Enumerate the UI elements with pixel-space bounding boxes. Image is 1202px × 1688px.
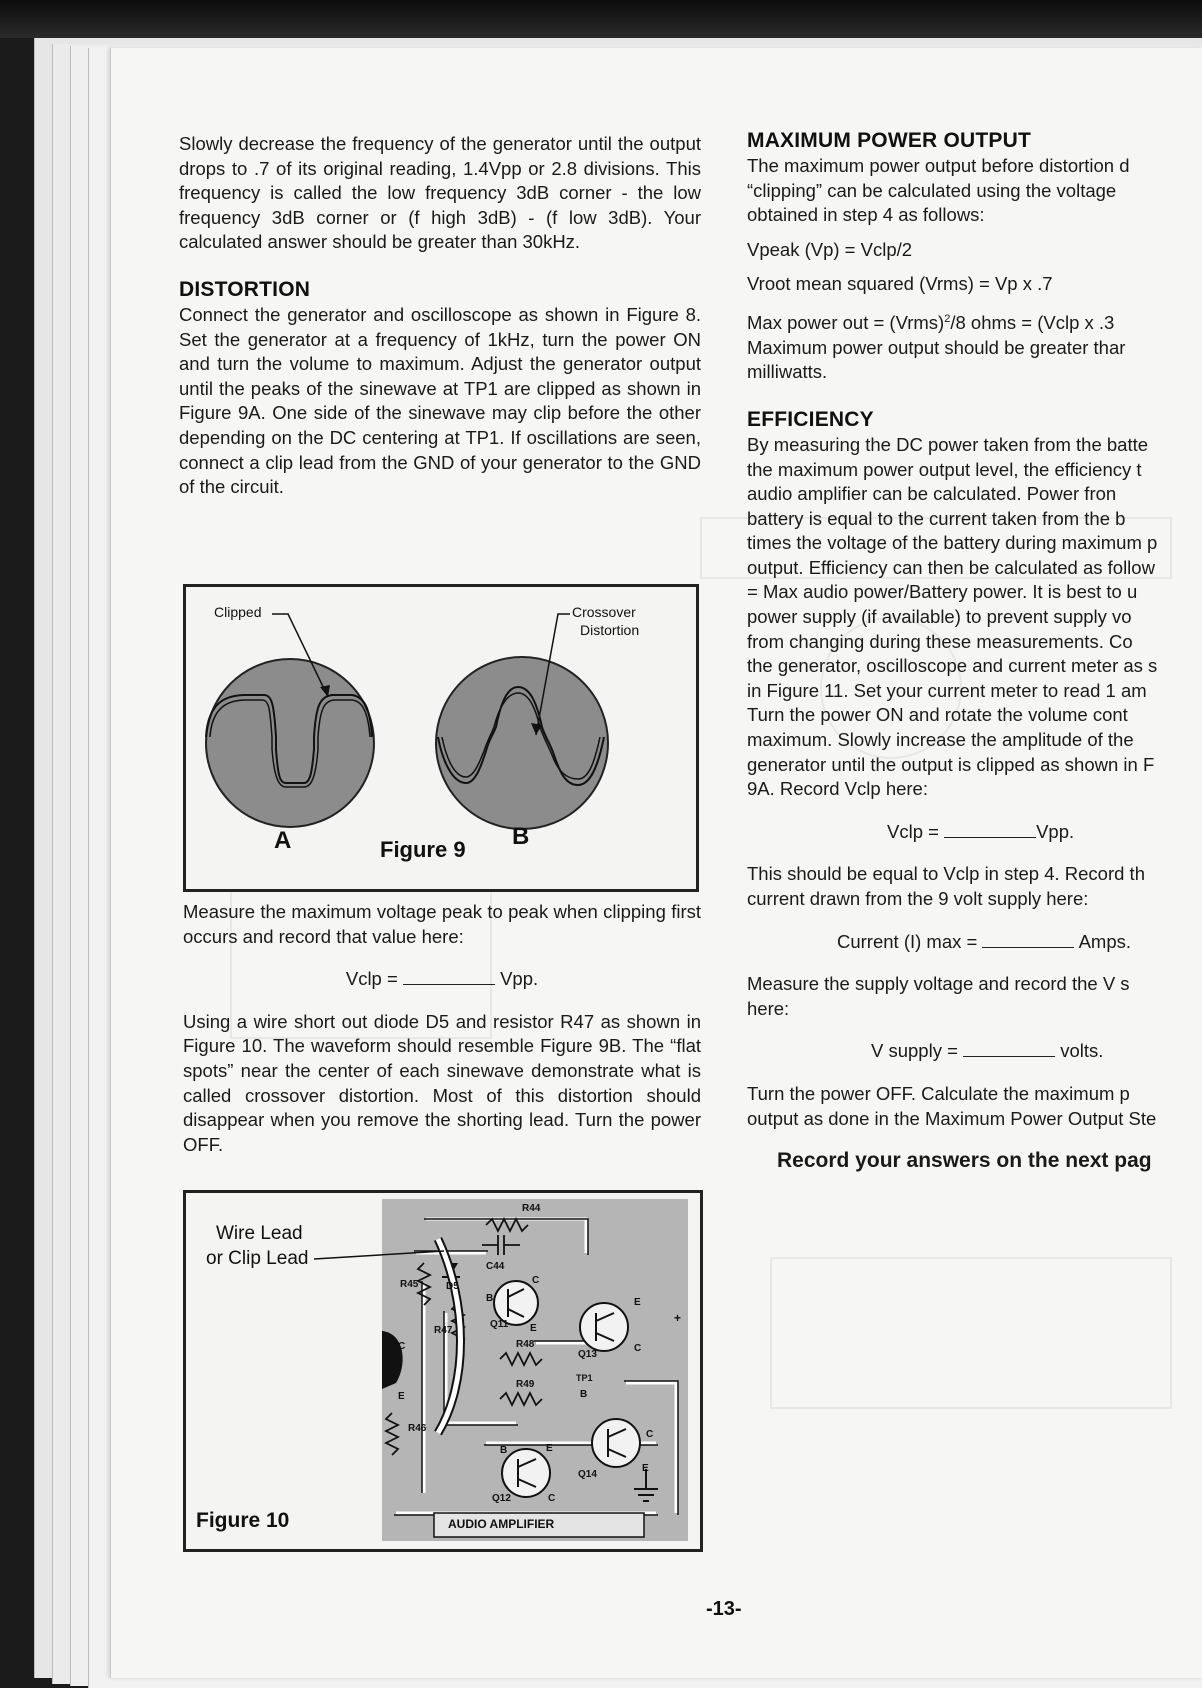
part-q12: Q12 <box>492 1493 511 1504</box>
power-off-line: output as done in the Maximum Power Output Ste <box>747 1107 1157 1129</box>
efficiency-line: audio amplifier can be calculated. Power fron <box>747 483 1117 505</box>
part-tp1: TP1 <box>576 1373 593 1383</box>
current-unit: Amps. <box>1078 930 1132 952</box>
pin-c: C <box>532 1275 540 1286</box>
figure-9 <box>183 584 699 892</box>
efficiency-line: times the voltage of the battery during maximum p <box>747 532 1158 554</box>
efficiency-heading: EFFICIENCY <box>747 407 874 431</box>
record-answers-note: Record your answers on the next pag <box>777 1149 1152 1173</box>
max-power-line: “clipping” can be calculated using the voltage <box>747 179 1117 201</box>
supply-line: Measure the supply voltage and record the V s <box>747 973 1130 995</box>
vpeak-formula: Vpeak (Vp) = Vclp/2 <box>747 238 913 260</box>
distortion-heading: DISTORTION <box>179 277 311 301</box>
efficiency-line: Turn the power ON and rotate the volume cont <box>747 704 1128 726</box>
pin-b: B <box>500 1445 508 1456</box>
efficiency-line: output. Efficiency can then be calculated as follow <box>747 556 1155 578</box>
current-label: Current (I) max = <box>837 930 978 952</box>
max-power-requirement: milliwatts. <box>747 361 828 383</box>
wire-lead-label-line2: or Clip Lead <box>206 1248 309 1269</box>
scope-screen-b <box>436 657 608 829</box>
vclp-label: Vclp = <box>345 968 398 990</box>
transistor-q13 <box>580 1303 628 1351</box>
figure-9-label-a: A <box>274 827 292 854</box>
pin-e: E <box>530 1323 537 1334</box>
efficiency-line: battery is equal to the current taken from the b <box>747 507 1126 529</box>
measure-paragraph: Measure the maximum voltage peak to peak when clipping first occurs and record that value here: <box>183 901 701 947</box>
part-d5: D5 <box>446 1281 459 1292</box>
part-c44: C44 <box>486 1261 505 1272</box>
transistor-q14 <box>592 1419 640 1467</box>
wire-lead-label-line1: Wire Lead <box>216 1223 303 1244</box>
pin-plus: + <box>674 1311 682 1325</box>
efficiency-line: the generator, oscilloscope and current meter as s <box>747 655 1158 677</box>
vsupply-blank-field[interactable] <box>963 1040 1055 1057</box>
efficiency-line: = Max audio power/Battery power. It is best to u <box>747 581 1138 603</box>
document-page <box>110 48 1202 1678</box>
pin-b: B <box>580 1389 588 1400</box>
max-power-formula <box>747 307 1202 336</box>
pin-c: C <box>548 1493 556 1504</box>
scanner-background <box>0 0 1202 38</box>
max-power-heading: MAXIMUM POWER OUTPUT <box>747 129 1031 152</box>
left-column-lower <box>183 900 701 1157</box>
vsupply-record-line <box>747 1039 1202 1064</box>
efficiency-line: the maximum power output level, the efficiency t <box>747 458 1142 480</box>
part-r45: R45 <box>400 1279 419 1290</box>
efficiency-line: 9A. Record Vclp here: <box>747 778 928 800</box>
vclp-label: Vclp = <box>887 820 939 842</box>
figure-10-drawing <box>186 1193 700 1549</box>
board-title: AUDIO AMPLIFIER <box>448 1517 555 1531</box>
vclp-blank-field[interactable] <box>944 821 1036 838</box>
efficiency-line: from changing during these measurements. Co <box>747 630 1133 652</box>
vsupply-unit: volts. <box>1060 1040 1104 1062</box>
left-column <box>179 132 701 500</box>
part-r44: R44 <box>522 1203 541 1214</box>
pin-c: C <box>646 1429 654 1440</box>
current-blank-field[interactable] <box>982 931 1074 948</box>
vclp-record-line-right <box>747 820 1202 845</box>
vsupply-label: V supply = <box>871 1040 958 1062</box>
efficiency-line: By measuring the DC power taken from the batte <box>747 433 1149 455</box>
power-off-line: Turn the power OFF. Calculate the maximum p <box>747 1082 1130 1104</box>
max-power-formula-text: Max power out = (Vrms) <box>747 312 945 334</box>
scope-screen-a <box>206 659 374 827</box>
pin-e: E <box>642 1463 649 1474</box>
pin-e: E <box>398 1391 405 1402</box>
equal-line: This should be equal to Vclp in step 4. Record th <box>747 863 1145 885</box>
part-r47: R47 <box>434 1325 453 1336</box>
efficiency-line: in Figure 11. Set your current meter to read 1 am <box>747 679 1147 701</box>
max-power-line: The maximum power output before distortion d <box>747 155 1130 176</box>
max-power-requirement: Maximum power output should be greater thar <box>747 336 1126 358</box>
part-r48: R48 <box>516 1339 535 1350</box>
figure-9-caption: Figure 9 <box>380 837 466 862</box>
vrms-formula: Vroot mean squared (Vrms) = Vp x .7 <box>747 273 1053 295</box>
vclp-record-line-left <box>183 967 701 992</box>
equal-line: current drawn from the 9 volt supply here: <box>747 888 1089 909</box>
page-number: -13- <box>706 1598 742 1620</box>
efficiency-line: power supply (if available) to prevent supply vo <box>747 606 1132 628</box>
crossover-label-line1: Crossover <box>572 604 636 620</box>
efficiency-line: generator until the output is clipped as shown in F <box>747 753 1155 775</box>
short-paragraph: Using a wire short out diode D5 and resistor R47 as shown in Figure 10. The waveform should resemble Figure 9B. The “flat spots” near the center of each sinewave demonstrate what is called crossover distortion. Most of this distortion should disappear when you remove the shorting lead. Turn the power OFF. <box>183 1010 701 1155</box>
pin-e: E <box>546 1443 553 1454</box>
vclp-blank-field[interactable] <box>403 968 495 985</box>
intro-paragraph: Slowly decrease the frequency of the generator until the output drops to .7 of its original reading, 1.4Vpp or 2.8 divisions. This frequency is called the low frequency 3dB corner - the low frequency 3dB corner or (f high 3dB) - (f low 3dB). Your calculated answer should be greater than 30kHz. <box>179 133 701 253</box>
supply-line: here: <box>747 997 790 1019</box>
pin-c: C <box>398 1341 406 1352</box>
squared-superscript: 2 <box>944 312 951 325</box>
transistor-q12 <box>502 1449 550 1497</box>
figure-10-caption: Figure 10 <box>196 1509 290 1532</box>
figure-10 <box>183 1190 703 1552</box>
vclp-unit: Vpp. <box>500 968 539 990</box>
pin-b: B <box>486 1293 494 1304</box>
efficiency-line: maximum. Slowly increase the amplitude of the <box>747 729 1134 751</box>
crossover-label-line2: Distortion <box>580 622 640 638</box>
part-q11: Q11 <box>490 1319 509 1330</box>
part-r49: R49 <box>516 1379 535 1390</box>
vclp-unit: Vpp. <box>1036 820 1075 842</box>
part-q14: Q14 <box>578 1469 597 1480</box>
current-record-line <box>747 930 1202 955</box>
part-r46: R46 <box>408 1423 427 1434</box>
max-power-line: obtained in step 4 as follows: <box>747 204 985 226</box>
part-q13: Q13 <box>578 1349 597 1360</box>
right-column <box>747 128 1202 1174</box>
pin-e: E <box>634 1297 641 1308</box>
clipped-label: Clipped <box>214 604 262 620</box>
figure-9-label-b: B <box>512 823 530 850</box>
distortion-paragraph: Connect the generator and oscilloscope as shown in Figure 8. Set the generator at a frequency of 1kHz, turn the power ON and turn the volume to maximum. Adjust the generator output until the peaks of the sinewave at TP1 are clipped as shown in Figure 9A. One side of the sinewave may clip before the other depending on the DC centering at TP1. If oscillations are seen, connect a clip lead from the GND of your generator to the GND of the circuit. <box>179 303 701 498</box>
pin-c: C <box>634 1343 642 1354</box>
max-power-formula-text: /8 ohms = (Vclp x .3 <box>950 312 1115 334</box>
